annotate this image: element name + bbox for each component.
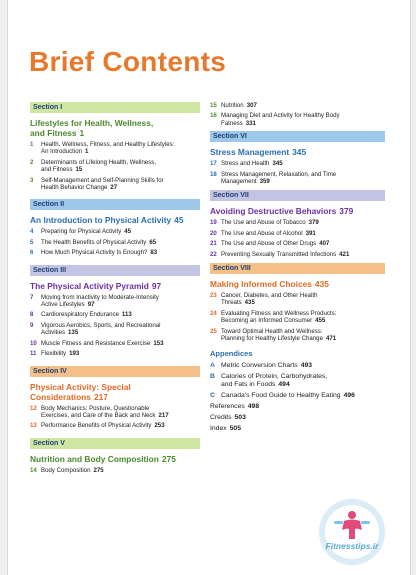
chapter-entry[interactable] xyxy=(210,328,385,343)
back-matter-label: Credits xyxy=(210,413,232,421)
section-page: 45 xyxy=(174,215,184,226)
watermark-logo xyxy=(317,497,387,567)
line-text: Body Composition xyxy=(41,466,91,474)
section-page: 435 xyxy=(314,279,329,290)
chapter-entry[interactable] xyxy=(210,171,385,186)
chapter-entry[interactable] xyxy=(210,230,385,237)
toc-section xyxy=(30,102,200,191)
chapter-number: 16 xyxy=(210,112,217,120)
section-title[interactable] xyxy=(30,454,200,464)
chapter-number: 14 xyxy=(30,466,37,474)
chapter-entry[interactable] xyxy=(30,228,200,235)
chapter-entry[interactable] xyxy=(30,340,200,347)
back-matter-entry[interactable] xyxy=(210,403,385,411)
line-text: Activities xyxy=(41,329,66,337)
section-bar: Section V xyxy=(30,438,200,449)
section-title[interactable] xyxy=(210,206,385,216)
appendix-entry[interactable] xyxy=(210,362,385,370)
chapter-page: 359 xyxy=(259,178,270,186)
appendix-page: 496 xyxy=(343,391,355,399)
line-text: Performance Benefits of Physical Activity xyxy=(41,422,152,430)
back-matter-label: References xyxy=(210,402,245,410)
chapter-page: 65 xyxy=(149,238,157,246)
line-text: Calories of Protein, Carbohydrates, xyxy=(221,372,328,380)
line-text: Preventing Sexually Transmitted Infections xyxy=(221,250,337,258)
chapter-page: 45 xyxy=(124,228,132,236)
section-page: 379 xyxy=(339,206,354,217)
chapter-entry[interactable] xyxy=(30,239,200,246)
chapter-number: 1 xyxy=(30,141,34,148)
line-text: Health, Wellness, Fitness, and Healthy Lifestyles: xyxy=(41,141,175,148)
line-text: and Fats in Foods xyxy=(221,380,276,388)
chapter-entry[interactable] xyxy=(30,141,200,156)
chapter-page: 455 xyxy=(315,317,326,325)
toc-section xyxy=(30,199,200,256)
line-text: Moving from Inactivity to Moderate-Intensity xyxy=(41,293,159,301)
line-text: Stress Management, Relaxation, and Time xyxy=(221,170,337,178)
section-page: 97 xyxy=(151,280,162,291)
section-title[interactable] xyxy=(30,118,200,138)
back-matter-page: 505 xyxy=(229,424,241,432)
line-text: Lifestyles for Health, Wellness, xyxy=(30,118,154,128)
line-text: Nutrition and Body Composition xyxy=(30,453,159,464)
line-text: Body Mechanics: Posture, Questionable xyxy=(41,404,150,412)
line-text: Flexibility xyxy=(41,350,67,358)
chapter-page: 113 xyxy=(121,311,132,319)
line-text: Planning for Healthy Lifestyle Change xyxy=(221,335,323,343)
line-text: An Introduction xyxy=(41,148,82,156)
chapter-entry[interactable] xyxy=(30,350,200,357)
chapter-number: 3 xyxy=(30,176,34,184)
chapter-entry[interactable] xyxy=(210,112,385,127)
section-bar: Section II xyxy=(30,199,200,210)
chapter-page: 379 xyxy=(308,219,319,227)
section-bar: Section VII xyxy=(210,190,385,201)
section-bar: Section I xyxy=(30,102,200,113)
chapter-number: 11 xyxy=(30,350,37,358)
chapter-page: 217 xyxy=(158,411,169,419)
line-text: Toward Optimal Health and Wellness: xyxy=(221,327,323,335)
line-text: Fatness xyxy=(221,119,243,127)
appendix-letter: A xyxy=(210,361,215,369)
chapter-number: 10 xyxy=(30,339,37,347)
chapter-page: 307 xyxy=(246,102,257,109)
chapter-entry[interactable] xyxy=(210,240,385,247)
line-text: Becoming an Informed Consumer xyxy=(221,317,313,325)
chapter-page: 345 xyxy=(272,160,283,168)
section-page: 345 xyxy=(292,147,307,158)
line-text: Evaluating Fitness and Wellness Products: xyxy=(221,309,337,317)
chapter-page: 153 xyxy=(153,339,164,347)
line-text: Nutrition xyxy=(221,102,244,109)
line-text: How Much Physical Activity Is Enough? xyxy=(41,249,148,257)
line-text: Active Lifestyles xyxy=(41,301,85,309)
toc-section xyxy=(30,366,200,430)
chapter-number: 24 xyxy=(210,309,217,317)
toc-section xyxy=(210,131,385,185)
chapter-number: 20 xyxy=(210,229,217,237)
appendices-title: Appendices xyxy=(210,348,253,358)
toc-section xyxy=(210,190,385,258)
chapter-number: 17 xyxy=(210,160,217,168)
logo-text: Fitnesstips.ir xyxy=(325,541,379,551)
appendix-letter: C xyxy=(210,391,215,399)
line-text: Making Informed Choices xyxy=(210,279,312,290)
section-page: 275 xyxy=(161,453,176,464)
chapter-page: 435 xyxy=(244,299,255,307)
back-matter-page: 498 xyxy=(247,402,260,410)
chapter-page: 135 xyxy=(68,329,79,337)
chapter-number: 2 xyxy=(30,158,34,166)
appendix-entry[interactable] xyxy=(210,392,385,400)
toc-section xyxy=(30,438,200,474)
toc-section xyxy=(30,265,200,358)
chapter-page: 275 xyxy=(93,466,104,474)
chapter-entry[interactable] xyxy=(210,292,385,307)
line-text: Preparing for Physical Activity xyxy=(41,228,122,236)
line-text: Cancer, Diabetes, and Other Health xyxy=(221,292,318,300)
chapter-entry[interactable] xyxy=(210,251,385,258)
line-text: Stress Management xyxy=(210,147,290,158)
line-text: The Physical Activity Pyramid xyxy=(30,280,149,291)
back-matter-entry[interactable] xyxy=(210,414,385,422)
line-text: Physical Activity: Special xyxy=(30,381,131,392)
section-bar: Section III xyxy=(30,265,200,276)
chapter-number: 6 xyxy=(30,249,34,257)
toc-left-column xyxy=(30,102,200,477)
line-text: The Use and Abuse of Tobacco xyxy=(221,219,306,227)
line-text: An Introduction to Physical Activity xyxy=(30,215,172,226)
chapter-number: 15 xyxy=(210,102,217,109)
line-text: Vigorous Aerobics, Sports, and Recreational xyxy=(41,321,161,329)
chapter-page: 15 xyxy=(75,166,83,174)
chapter-entry[interactable] xyxy=(30,405,200,420)
section-page: 1 xyxy=(79,128,85,138)
chapter-entry[interactable] xyxy=(210,310,385,325)
chapter-number: 9 xyxy=(30,321,34,329)
toc-section xyxy=(210,263,385,342)
section-bar: Section VIII xyxy=(210,263,385,274)
chapter-page: 97 xyxy=(87,301,95,309)
line-text: and Fitness xyxy=(30,128,77,138)
chapter-number: 23 xyxy=(210,292,217,300)
section-title[interactable] xyxy=(210,147,385,157)
chapter-page: 471 xyxy=(325,335,337,343)
chapter-number: 4 xyxy=(30,228,34,236)
chapter-number: 12 xyxy=(30,404,37,412)
chapter-entry[interactable] xyxy=(30,249,200,256)
chapter-page: 407 xyxy=(319,240,330,248)
chapter-number: 5 xyxy=(30,238,34,246)
line-text: Exercises, and Care of the Back and Neck xyxy=(41,411,156,419)
line-text: Canada's Food Guide to Healthy Eating xyxy=(221,391,341,399)
line-text: The Health Benefits of Physical Activity xyxy=(41,238,147,246)
chapter-entry[interactable] xyxy=(210,160,385,167)
chapter-page: 253 xyxy=(154,422,165,430)
chapter-number: 22 xyxy=(210,250,217,258)
back-matter-label: Index xyxy=(210,424,227,432)
section-title[interactable] xyxy=(210,279,385,289)
appendix-entry[interactable] xyxy=(210,373,385,389)
chapter-page: 1 xyxy=(85,148,89,156)
chapter-entry[interactable] xyxy=(30,422,200,429)
chapter-page: 331 xyxy=(245,119,256,127)
chapter-entry[interactable] xyxy=(30,311,200,318)
chapter-entry[interactable] xyxy=(210,102,385,109)
appendix-page: 494 xyxy=(278,380,290,388)
toc-right-column xyxy=(210,102,385,436)
section-title[interactable] xyxy=(30,215,200,225)
line-text: Determinants of Lifelong Health, Wellness, xyxy=(41,158,157,166)
page-title: Brief Contents xyxy=(29,46,227,77)
chapter-number: 7 xyxy=(30,293,34,301)
section-title[interactable] xyxy=(30,281,200,291)
line-text: Health Behavior Change xyxy=(41,184,108,192)
chapter-page: 193 xyxy=(69,350,80,358)
line-text: Self-Management and Self-Planning Skills for xyxy=(41,176,164,184)
line-text: The Use and Abuse of Other Drugs xyxy=(221,240,317,248)
line-text: Considerations xyxy=(30,391,91,402)
back-matter-entry[interactable] xyxy=(210,425,385,433)
chapter-entry[interactable] xyxy=(30,294,200,309)
chapter-page: 27 xyxy=(110,184,118,192)
appendix-letter: B xyxy=(210,372,215,380)
line-text: Stress and Health xyxy=(221,160,270,168)
line-text: Cardiorespiratory Endurance xyxy=(41,311,119,319)
section-page: 217 xyxy=(93,391,108,402)
line-text: Managing Diet and Activity for Healthy Body xyxy=(221,112,340,120)
chapter-number: 8 xyxy=(30,311,34,319)
chapter-entry[interactable] xyxy=(30,159,200,174)
chapter-number: 19 xyxy=(210,219,217,227)
chapter-number: 21 xyxy=(210,240,217,248)
back-matter-page: 503 xyxy=(234,413,246,421)
chapter-entry[interactable] xyxy=(210,219,385,226)
line-text: Metric Conversion Charts xyxy=(221,361,298,369)
line-text: Threats xyxy=(221,299,242,307)
section-bar: Section IV xyxy=(30,366,200,377)
appendix-page: 493 xyxy=(300,361,313,369)
line-text: Management xyxy=(221,178,257,186)
line-text: Avoiding Destructive Behaviors xyxy=(210,206,337,217)
toc-section xyxy=(210,102,385,127)
line-text: The Use and Abuse of Alcohol xyxy=(221,229,303,237)
line-text: Muscle Fitness and Resistance Exercise xyxy=(41,339,151,347)
chapter-entry[interactable] xyxy=(30,322,200,337)
chapter-number: 25 xyxy=(210,327,217,335)
chapter-entry[interactable] xyxy=(30,177,200,192)
chapter-page: 83 xyxy=(150,249,158,257)
chapter-number: 13 xyxy=(30,422,37,430)
section-title[interactable] xyxy=(30,382,200,402)
chapter-number: 18 xyxy=(210,170,217,178)
line-text: and Fitness xyxy=(41,166,73,174)
chapter-page: 421 xyxy=(339,250,350,258)
chapter-page: 391 xyxy=(305,229,316,237)
section-bar: Section VI xyxy=(210,131,385,142)
chapter-entry[interactable] xyxy=(30,467,200,474)
